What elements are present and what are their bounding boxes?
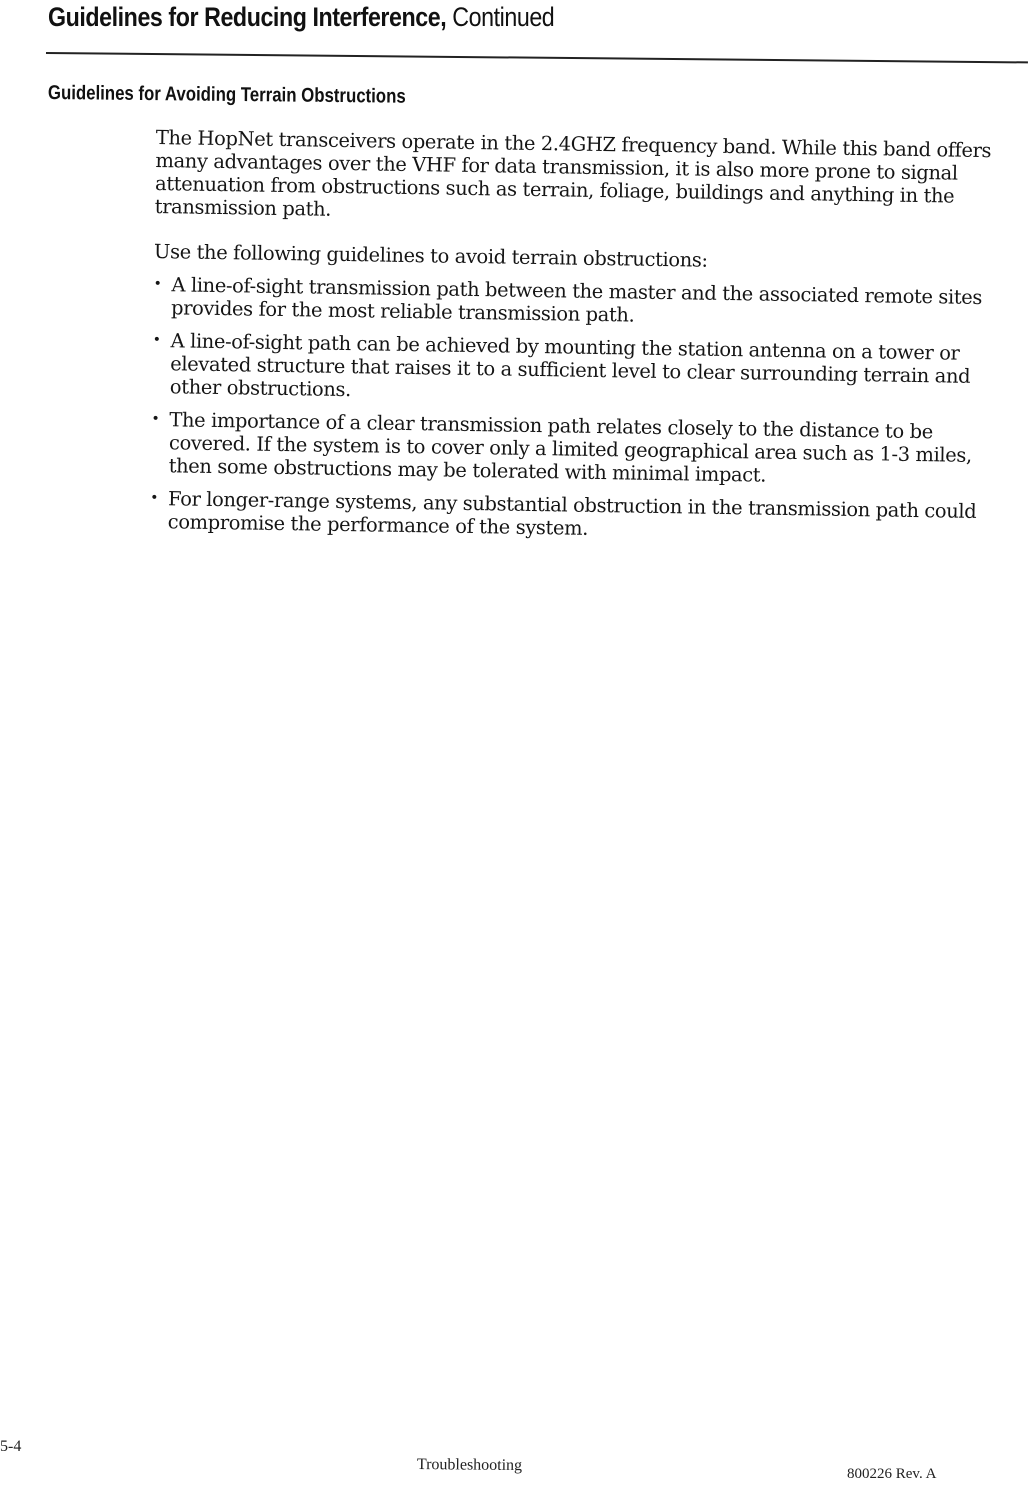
title-divider bbox=[46, 52, 1028, 63]
guideline-list bbox=[150, 273, 994, 546]
list-item bbox=[153, 273, 994, 332]
footer-page-number: 5-4 bbox=[0, 1438, 22, 1455]
page-title bbox=[48, 2, 554, 33]
bullet-icon: • bbox=[151, 410, 160, 428]
footer-doc-revision: 800226 Rev. A bbox=[847, 1466, 937, 1482]
list-item bbox=[152, 329, 993, 411]
list-item-text: The importance of a clear transmission path relates closely to the distance to be covered. If the system is to cover only a limited geographical area such as 1-3 miles, then some obstructions may be tolerated with minimal impact. bbox=[168, 408, 972, 487]
intro-paragraph: The HopNet transceivers operate in the 2.4GHZ frequency band. While this band offers many advantages over the VHF for data transmission, it is also more prone to signal attenuation from obstructions such as terrain, foliage, buildings and anything in the transmission path. bbox=[154, 126, 992, 221]
bullet-icon: • bbox=[150, 489, 159, 507]
bullet-icon: • bbox=[152, 331, 161, 349]
list-item bbox=[150, 408, 991, 490]
list-item-text: A line-of-sight transmission path between the master and the associated remote sites provides for the most reliable transmission path. bbox=[170, 273, 983, 327]
footer-chapter: Troubleshooting bbox=[416, 1456, 523, 1475]
page-title-suffix: Continued bbox=[446, 2, 555, 32]
section-body bbox=[149, 126, 995, 556]
lead-in-paragraph: Use the following guidelines to avoid terrain obstructions: bbox=[153, 239, 708, 272]
list-item-text: A line-of-sight path can be achieved by mounting the station antenna on a tower or elevated structure that raises it to a sufficient level to clear surrounding terrain and other obstructions. bbox=[169, 329, 971, 402]
bullet-icon: • bbox=[153, 275, 162, 293]
list-item-text: For longer-range systems, any substantial obstruction in the transmission path could compromise the performance of the system. bbox=[167, 487, 977, 540]
list-item bbox=[150, 487, 991, 546]
section-heading: Guidelines for Avoiding Terrain Obstructions bbox=[47, 82, 406, 108]
page-title-main: Guidelines for Reducing Interference, bbox=[48, 2, 447, 32]
